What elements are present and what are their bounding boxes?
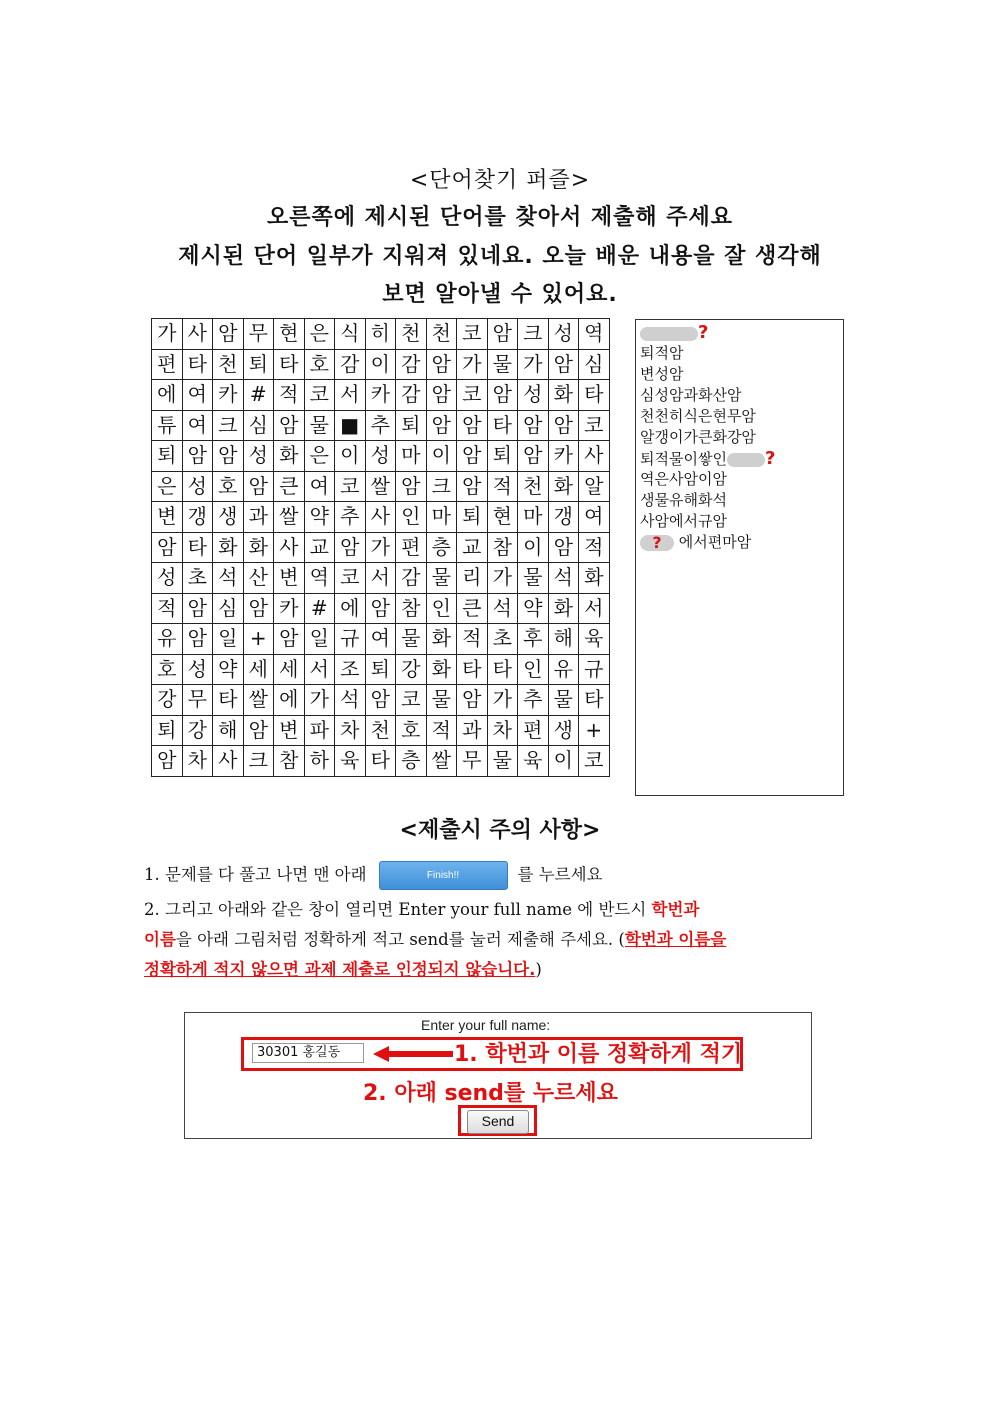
submit-example-panel — [184, 1012, 812, 1139]
word-item: 생물유해화석 — [640, 491, 727, 509]
grid-cell[interactable]: 여 — [182, 380, 213, 411]
grid-cell[interactable]: 화 — [213, 532, 244, 563]
grid-cell[interactable]: 물 — [304, 410, 335, 441]
grid-cell[interactable]: 암 — [243, 715, 274, 746]
grid-cell[interactable]: 적 — [579, 532, 610, 563]
grid-cell[interactable]: 코 — [304, 380, 335, 411]
grid-cell[interactable]: 화 — [548, 380, 579, 411]
grid-cell[interactable]: 교 — [304, 532, 335, 563]
grid-cell[interactable]: 카 — [365, 380, 396, 411]
grid-cell[interactable]: 천 — [365, 715, 396, 746]
grid-row — [152, 654, 610, 685]
grid-cell[interactable]: 약 — [304, 502, 335, 533]
highlight-text: 학번과 — [651, 900, 700, 919]
grid-cell[interactable]: 성 — [548, 319, 579, 350]
caution-text: ) — [535, 960, 542, 979]
grid-row — [152, 593, 610, 624]
grid-cell[interactable]: 가 — [365, 532, 396, 563]
grid-cell[interactable]: 호 — [213, 471, 244, 502]
full-name-input[interactable]: 30301 홍길동 — [252, 1043, 364, 1063]
grid-cell[interactable]: 조 — [335, 654, 366, 685]
erased-mark — [727, 453, 765, 467]
grid-cell[interactable]: 암 — [335, 532, 366, 563]
grid-cell[interactable]: 물 — [426, 563, 457, 594]
grid-cell[interactable]: # — [243, 380, 274, 411]
word-item: 사암에서규암 — [640, 512, 727, 530]
grid-cell[interactable]: 적 — [487, 471, 518, 502]
grid-cell[interactable]: 크 — [426, 471, 457, 502]
grid-cell[interactable]: 무 — [243, 319, 274, 350]
arrow-left-icon — [373, 1046, 453, 1062]
word-item: 역은사암이암 — [640, 470, 727, 488]
grid-cell[interactable]: 차 — [182, 746, 213, 777]
grid-cell[interactable]: 화 — [548, 593, 579, 624]
grid-cell[interactable]: 암 — [274, 410, 305, 441]
grid-cell[interactable]: ■ — [335, 410, 366, 441]
grid-cell[interactable]: 육 — [518, 746, 549, 777]
grid-cell[interactable]: 화 — [579, 563, 610, 594]
grid-cell[interactable]: 타 — [274, 349, 305, 380]
grid-cell[interactable]: 참 — [487, 532, 518, 563]
grid-cell[interactable]: 갱 — [182, 502, 213, 533]
grid-cell[interactable]: 무 — [457, 746, 488, 777]
grid-cell[interactable]: 쌀 — [274, 502, 305, 533]
finish-button[interactable]: Finish!! — [379, 861, 508, 890]
grid-cell[interactable]: 카 — [213, 380, 244, 411]
grid-cell[interactable]: 여 — [304, 471, 335, 502]
grid-cell[interactable]: 에 — [335, 593, 366, 624]
grid-cell[interactable]: 이 — [335, 441, 366, 472]
grid-cell[interactable]: 성 — [152, 563, 183, 594]
puzzle-title: <단어찾기 퍼즐> — [409, 168, 591, 193]
grid-cell[interactable]: 파 — [304, 715, 335, 746]
grid-cell[interactable]: 카 — [274, 593, 305, 624]
grid-cell[interactable]: 호 — [152, 654, 183, 685]
grid-cell[interactable]: 성 — [182, 471, 213, 502]
grid-cell[interactable]: 감 — [396, 380, 427, 411]
grid-cell[interactable]: 천 — [426, 319, 457, 350]
caution-text: 를 누르세요 — [517, 865, 603, 884]
grid-cell[interactable]: 차 — [487, 715, 518, 746]
grid-cell[interactable]: 약 — [213, 654, 244, 685]
grid-cell[interactable]: 퇴 — [457, 502, 488, 533]
grid-cell[interactable]: 화 — [426, 624, 457, 655]
grid-cell[interactable]: 인 — [396, 502, 427, 533]
grid-row — [152, 471, 610, 502]
grid-row — [152, 746, 610, 777]
grid-cell[interactable]: 인 — [518, 654, 549, 685]
grid-cell[interactable]: 감 — [396, 563, 427, 594]
grid-cell[interactable]: 마 — [518, 502, 549, 533]
grid-cell[interactable]: + — [243, 624, 274, 655]
grid-cell[interactable]: 감 — [396, 349, 427, 380]
grid-cell[interactable]: 암 — [243, 471, 274, 502]
grid-cell[interactable]: 암 — [274, 624, 305, 655]
grid-cell[interactable]: 물 — [396, 624, 427, 655]
grid-cell[interactable]: 암 — [457, 410, 488, 441]
grid-cell[interactable]: 쌀 — [243, 685, 274, 716]
grid-cell[interactable]: 튜 — [152, 410, 183, 441]
step-1-text: 1. 학번과 이름 정확하게 적기 — [454, 1042, 743, 1067]
grid-cell[interactable]: 일 — [304, 624, 335, 655]
grid-cell[interactable]: 일 — [213, 624, 244, 655]
grid-cell[interactable]: 코 — [335, 563, 366, 594]
grid-cell[interactable]: 크 — [213, 410, 244, 441]
grid-cell[interactable]: 쌀 — [426, 746, 457, 777]
grid-cell[interactable]: 추 — [518, 685, 549, 716]
grid-cell[interactable]: 암 — [396, 471, 427, 502]
grid-cell[interactable]: 암 — [548, 532, 579, 563]
grid-cell[interactable]: 물 — [426, 685, 457, 716]
grid-cell[interactable]: 천 — [518, 471, 549, 502]
question-mark-icon: ? — [764, 448, 776, 469]
grid-cell[interactable]: 이 — [518, 532, 549, 563]
grid-cell[interactable]: 편 — [396, 532, 427, 563]
grid-cell[interactable]: 유 — [152, 624, 183, 655]
grid-cell[interactable]: 암 — [548, 410, 579, 441]
grid-cell[interactable]: 타 — [487, 654, 518, 685]
grid-cell[interactable]: 가 — [457, 349, 488, 380]
grid-cell[interactable]: 암 — [457, 441, 488, 472]
grid-cell[interactable]: 초 — [487, 624, 518, 655]
instruction-line-2: 제시된 단어 일부가 지워져 있네요. 오늘 배운 내용을 잘 생각해 — [178, 244, 822, 269]
grid-cell[interactable]: 적 — [457, 624, 488, 655]
grid-cell[interactable]: 히 — [365, 319, 396, 350]
word-item: 천천히식은현무암 — [640, 407, 756, 425]
grid-cell[interactable]: 과 — [457, 715, 488, 746]
grid-cell[interactable]: 인 — [426, 593, 457, 624]
grid-cell[interactable]: 서 — [335, 380, 366, 411]
grid-cell[interactable]: 물 — [487, 349, 518, 380]
grid-cell[interactable]: 석 — [213, 563, 244, 594]
grid-row — [152, 380, 610, 411]
grid-cell[interactable]: 유 — [548, 654, 579, 685]
grid-cell[interactable]: 화 — [243, 532, 274, 563]
grid-cell[interactable]: 규 — [579, 654, 610, 685]
word-list — [635, 319, 844, 796]
grid-cell[interactable]: 석 — [335, 685, 366, 716]
grid-cell[interactable]: 물 — [487, 746, 518, 777]
grid-cell[interactable]: 타 — [487, 410, 518, 441]
caution-text: 을 아래 그림처럼 정확하게 적고 send를 눌러 제출해 주세요. ( — [175, 930, 625, 949]
grid-cell[interactable]: 식 — [335, 319, 366, 350]
word-item: 심성암과화산암 — [640, 386, 742, 404]
grid-row — [152, 349, 610, 380]
grid-cell[interactable]: 서 — [579, 593, 610, 624]
instruction-line-3: 보면 알아낼 수 있어요. — [382, 282, 618, 307]
grid-cell[interactable]: 암 — [152, 532, 183, 563]
grid-cell[interactable]: 갱 — [548, 502, 579, 533]
grid-cell[interactable]: 차 — [335, 715, 366, 746]
grid-cell[interactable]: 육 — [579, 624, 610, 655]
grid-row — [152, 441, 610, 472]
grid-cell[interactable]: 심 — [243, 410, 274, 441]
grid-cell[interactable]: 적 — [274, 380, 305, 411]
grid-cell[interactable]: 층 — [396, 746, 427, 777]
grid-cell[interactable]: 사 — [182, 319, 213, 350]
grid-cell[interactable]: 추 — [365, 410, 396, 441]
grid-cell[interactable]: 세 — [243, 654, 274, 685]
grid-row — [152, 715, 610, 746]
grid-cell[interactable]: 타 — [182, 349, 213, 380]
grid-cell[interactable]: 감 — [335, 349, 366, 380]
caution-item-4 — [144, 956, 542, 980]
grid-cell[interactable]: 코 — [579, 410, 610, 441]
grid-cell[interactable]: 암 — [182, 441, 213, 472]
grid-cell[interactable]: 퇴 — [365, 654, 396, 685]
word-item — [640, 448, 839, 469]
grid-cell[interactable]: 가 — [304, 685, 335, 716]
grid-cell[interactable]: 호 — [304, 349, 335, 380]
grid-cell[interactable]: 변 — [152, 502, 183, 533]
grid-cell[interactable]: 후 — [518, 624, 549, 655]
grid-cell[interactable]: 알 — [579, 471, 610, 502]
grid-cell[interactable]: 해 — [213, 715, 244, 746]
grid-cell[interactable]: 무 — [182, 685, 213, 716]
grid-cell[interactable]: 하 — [304, 746, 335, 777]
instruction-line-1: 오른쪽에 제시된 단어를 찾아서 제출해 주세요 — [266, 205, 734, 230]
grid-cell[interactable]: # — [304, 593, 335, 624]
word-item: 퇴적암 — [640, 344, 684, 362]
grid-cell[interactable]: 참 — [396, 593, 427, 624]
word-search-grid[interactable] — [151, 318, 610, 777]
grid-cell[interactable]: 큰 — [457, 593, 488, 624]
grid-cell[interactable]: 에 — [274, 685, 305, 716]
grid-cell[interactable]: 서 — [304, 654, 335, 685]
caution-text: 2. 그리고 아래와 같은 창이 열리면 Enter your full name 에 반드시 — [144, 900, 652, 919]
grid-cell[interactable]: 편 — [152, 349, 183, 380]
grid-cell[interactable]: 암 — [457, 685, 488, 716]
grid-cell[interactable]: 편 — [518, 715, 549, 746]
grid-cell[interactable]: 생 — [548, 715, 579, 746]
send-button[interactable]: Send — [467, 1110, 529, 1134]
grid-cell[interactable]: 암 — [182, 593, 213, 624]
grid-cell[interactable]: 암 — [213, 319, 244, 350]
grid-cell[interactable]: 해 — [548, 624, 579, 655]
grid-cell[interactable]: 적 — [426, 715, 457, 746]
grid-cell[interactable]: 퇴 — [152, 441, 183, 472]
grid-cell[interactable]: 현 — [487, 502, 518, 533]
grid-row — [152, 319, 610, 350]
grid-cell[interactable]: 추 — [335, 502, 366, 533]
grid-cell[interactable]: 석 — [487, 593, 518, 624]
grid-cell[interactable]: 가 — [487, 563, 518, 594]
word-item — [640, 532, 839, 553]
grid-cell[interactable]: 교 — [457, 532, 488, 563]
grid-cell[interactable]: 은 — [152, 471, 183, 502]
caution-title: <제출시 주의 사항> — [399, 818, 601, 843]
grid-cell[interactable]: 암 — [457, 471, 488, 502]
grid-cell[interactable]: 타 — [213, 685, 244, 716]
grid-cell[interactable]: 에 — [152, 380, 183, 411]
grid-cell[interactable]: 변 — [274, 563, 305, 594]
grid-row — [152, 410, 610, 441]
grid-cell[interactable]: 은 — [304, 319, 335, 350]
grid-cell[interactable]: 강 — [396, 654, 427, 685]
grid-cell[interactable]: 역 — [304, 563, 335, 594]
question-mark-icon: ? — [640, 535, 674, 551]
grid-cell[interactable]: 크 — [243, 746, 274, 777]
grid-cell[interactable]: 참 — [274, 746, 305, 777]
grid-cell[interactable]: 현 — [274, 319, 305, 350]
grid-row — [152, 502, 610, 533]
grid-cell[interactable]: 생 — [213, 502, 244, 533]
grid-cell[interactable]: 성 — [182, 654, 213, 685]
grid-cell[interactable]: 마 — [426, 502, 457, 533]
grid-cell[interactable]: 타 — [457, 654, 488, 685]
full-name-label: Enter your full name: — [421, 1017, 551, 1033]
grid-cell[interactable]: + — [579, 715, 610, 746]
grid-cell[interactable]: 여 — [365, 624, 396, 655]
grid-cell[interactable]: 성 — [365, 441, 396, 472]
grid-cell[interactable]: 층 — [426, 532, 457, 563]
grid-cell[interactable]: 역 — [579, 319, 610, 350]
grid-cell[interactable]: 리 — [457, 563, 488, 594]
grid-cell[interactable]: 타 — [579, 685, 610, 716]
grid-cell[interactable]: 화 — [274, 441, 305, 472]
grid-cell[interactable]: 암 — [518, 441, 549, 472]
grid-cell[interactable]: 암 — [365, 685, 396, 716]
grid-cell[interactable]: 화 — [426, 654, 457, 685]
grid-cell[interactable]: 암 — [182, 624, 213, 655]
grid-row — [152, 563, 610, 594]
grid-cell[interactable]: 이 — [426, 441, 457, 472]
grid-cell[interactable]: 코 — [335, 471, 366, 502]
grid-cell[interactable]: 천 — [396, 319, 427, 350]
grid-cell[interactable]: 암 — [426, 380, 457, 411]
word-text: 에서편마암 — [678, 533, 752, 551]
grid-cell[interactable]: 은 — [304, 441, 335, 472]
grid-cell[interactable]: 퇴 — [152, 715, 183, 746]
grid-cell[interactable]: 초 — [182, 563, 213, 594]
grid-cell[interactable]: 암 — [152, 746, 183, 777]
grid-cell[interactable]: 성 — [518, 380, 549, 411]
grid-cell[interactable]: 코 — [457, 319, 488, 350]
highlight-text: 이름 — [144, 930, 176, 949]
highlight-text: 학번과 이름을 — [624, 930, 727, 949]
grid-cell[interactable]: 퇴 — [243, 349, 274, 380]
grid-cell[interactable]: 마 — [396, 441, 427, 472]
grid-cell[interactable]: 퇴 — [396, 410, 427, 441]
grid-cell[interactable]: 여 — [182, 410, 213, 441]
grid-cell[interactable]: 심 — [213, 593, 244, 624]
grid-cell[interactable]: 가 — [518, 349, 549, 380]
grid-cell[interactable]: 가 — [487, 685, 518, 716]
caution-item-1 — [144, 861, 603, 890]
grid-cell[interactable]: 과 — [243, 502, 274, 533]
grid-cell[interactable]: 암 — [213, 441, 244, 472]
grid-cell[interactable]: 암 — [518, 410, 549, 441]
word-item: 알갱이가큰화강암 — [640, 428, 756, 446]
grid-cell[interactable]: 암 — [548, 349, 579, 380]
grid-cell[interactable]: 서 — [365, 563, 396, 594]
grid-cell[interactable]: 성 — [243, 441, 274, 472]
grid-cell[interactable]: 사 — [365, 502, 396, 533]
grid-cell[interactable]: 물 — [518, 563, 549, 594]
grid-cell[interactable]: 적 — [152, 593, 183, 624]
grid-cell[interactable]: 산 — [243, 563, 274, 594]
grid-cell[interactable]: 약 — [518, 593, 549, 624]
grid-cell[interactable]: 변 — [274, 715, 305, 746]
grid-cell[interactable]: 심 — [579, 349, 610, 380]
grid-cell[interactable]: 가 — [152, 319, 183, 350]
grid-row — [152, 532, 610, 563]
grid-cell[interactable]: 강 — [182, 715, 213, 746]
grid-cell[interactable]: 사 — [579, 441, 610, 472]
grid-cell[interactable]: 이 — [365, 349, 396, 380]
grid-cell[interactable]: 암 — [487, 319, 518, 350]
grid-cell[interactable]: 천 — [213, 349, 244, 380]
grid-cell[interactable]: 사 — [274, 532, 305, 563]
grid-cell[interactable]: 암 — [487, 380, 518, 411]
grid-cell[interactable]: 쌀 — [365, 471, 396, 502]
grid-cell[interactable]: 퇴 — [487, 441, 518, 472]
grid-cell[interactable]: 코 — [579, 746, 610, 777]
erased-mark — [640, 327, 698, 341]
caution-text: 1. 문제를 다 풀고 나면 맨 아래 — [144, 865, 367, 884]
grid-cell[interactable]: 암 — [426, 349, 457, 380]
grid-cell[interactable]: 큰 — [274, 471, 305, 502]
grid-cell[interactable]: 호 — [396, 715, 427, 746]
grid-cell[interactable]: 코 — [396, 685, 427, 716]
grid-cell[interactable]: 세 — [274, 654, 305, 685]
grid-cell[interactable]: 타 — [579, 380, 610, 411]
grid-cell[interactable]: 카 — [548, 441, 579, 472]
grid-cell[interactable]: 암 — [426, 410, 457, 441]
warning-text: 정확하게 적지 않으면 과제 제출로 인정되지 않습니다. — [144, 960, 536, 979]
word-item: 변성암 — [640, 365, 684, 383]
grid-row — [152, 685, 610, 716]
grid-cell[interactable]: 규 — [335, 624, 366, 655]
grid-cell[interactable]: 코 — [457, 380, 488, 411]
caution-item-3 — [144, 926, 726, 950]
word-item — [640, 322, 839, 343]
grid-cell[interactable]: 여 — [579, 502, 610, 533]
grid-cell[interactable]: 이 — [548, 746, 579, 777]
grid-cell[interactable]: 석 — [548, 563, 579, 594]
caution-item-2 — [144, 896, 699, 920]
grid-row — [152, 624, 610, 655]
grid-cell[interactable]: 육 — [335, 746, 366, 777]
question-mark-icon: ? — [698, 322, 709, 343]
grid-cell[interactable]: 타 — [182, 532, 213, 563]
grid-cell[interactable]: 사 — [213, 746, 244, 777]
grid-cell[interactable]: 물 — [548, 685, 579, 716]
grid-cell[interactable]: 암 — [365, 593, 396, 624]
step-2-text: 2. 아래 send를 누르세요 — [363, 1081, 618, 1106]
grid-cell[interactable]: 크 — [518, 319, 549, 350]
grid-cell[interactable]: 화 — [548, 471, 579, 502]
grid-cell[interactable]: 타 — [365, 746, 396, 777]
grid-cell[interactable]: 암 — [243, 593, 274, 624]
word-text: 퇴적물이쌓인 — [640, 450, 727, 468]
grid-cell[interactable]: 강 — [152, 685, 183, 716]
